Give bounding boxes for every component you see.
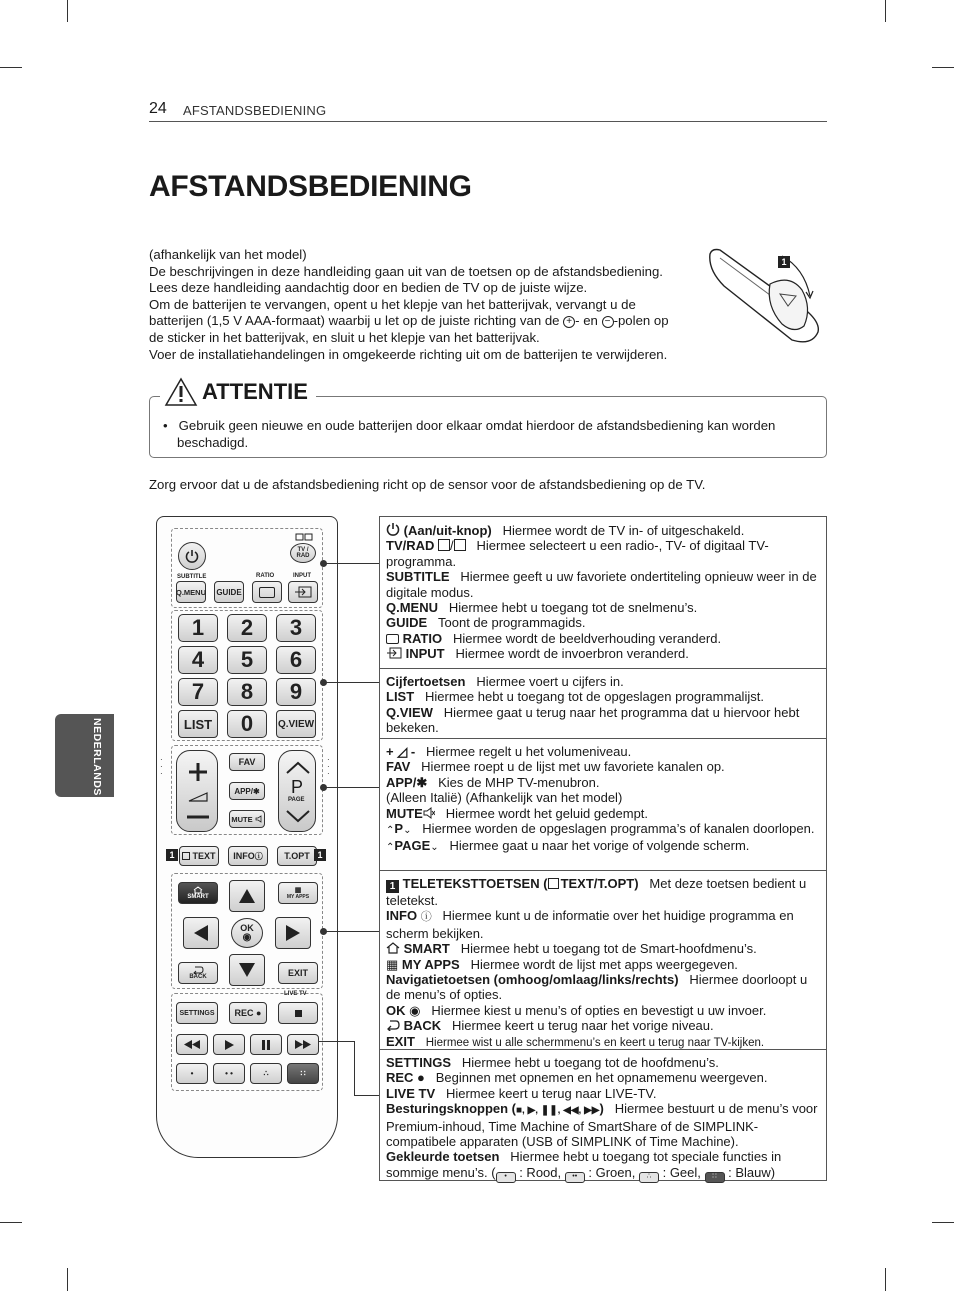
nav-down-button[interactable] bbox=[229, 954, 265, 986]
radio-icon bbox=[454, 539, 466, 551]
aim-instruction: Zorg ervoor dat u de afstandsbediening richt op de sensor voor de afstandsbediening op de TV. bbox=[149, 477, 706, 492]
digit-3-button[interactable]: 3 bbox=[276, 614, 316, 642]
desc-label: (Aan/uit-knop) bbox=[403, 523, 492, 538]
button-description-table bbox=[379, 516, 827, 1181]
chevron-down-icon: ⌄ bbox=[430, 842, 439, 854]
desc-row bbox=[386, 957, 820, 972]
pause-icon bbox=[262, 1040, 270, 1050]
crop-mark bbox=[67, 1268, 68, 1291]
intro-line: Voer de installatiehandelingen in omgekeerde richting uit om de batterijen te verwijderen. bbox=[149, 346, 668, 362]
digit-6-button[interactable]: 6 bbox=[276, 646, 316, 674]
desc-label: GUIDE bbox=[386, 615, 428, 631]
desc-row bbox=[386, 705, 820, 736]
ok-button[interactable] bbox=[231, 918, 263, 948]
desc-text: Hiermee hebt u toegang tot de hoofdmenu’s. bbox=[461, 1055, 719, 1070]
play-button[interactable] bbox=[213, 1034, 245, 1055]
volume-rocker[interactable] bbox=[176, 750, 218, 832]
desc-text: Kies de MHP TV-menubron. bbox=[438, 774, 600, 790]
red-button[interactable]: • bbox=[176, 1063, 208, 1084]
my-apps-button[interactable] bbox=[278, 882, 318, 904]
app-button[interactable]: APP/✱ bbox=[229, 782, 265, 800]
desc-row bbox=[386, 908, 820, 941]
desc-text: Hiermee hebt u toegang tot de opgeslagen programmalijst. bbox=[425, 689, 764, 705]
desc-text: Hiermee geeft u uw favoriete ondertiteling opnieuw weer in de digitale modus. bbox=[386, 569, 817, 600]
desc-text: Hiermee wordt de invoerbron veranderd. bbox=[455, 646, 689, 662]
desc-row bbox=[386, 806, 820, 821]
desc-text: Hiermee wist u alle schermmenu’s en keert u terug naar TV-kijken. bbox=[425, 1036, 765, 1049]
desc-row bbox=[386, 1055, 820, 1070]
desc-row bbox=[386, 674, 820, 689]
chevron-up-icon: ⌃ bbox=[386, 842, 395, 854]
green-button[interactable]: • • bbox=[213, 1063, 245, 1084]
back-label: BACK bbox=[189, 974, 207, 980]
digit-0-button[interactable]: 0 bbox=[227, 710, 267, 738]
channel-p-label: P bbox=[291, 777, 304, 797]
input-button[interactable] bbox=[288, 581, 318, 603]
remote-control-illustration bbox=[156, 516, 338, 1158]
desc-text: Hiermee hebt u toegang tot de snelmenu’s. bbox=[448, 600, 698, 616]
desc-label: ) bbox=[599, 1101, 604, 1117]
desc-label: INFO bbox=[386, 908, 418, 924]
desc-text: Hiermee regelt u het volumeniveau. bbox=[426, 744, 632, 759]
desc-text: Hiermee gaat u terug naar het programma dat u hiervoor hebt bekeken. bbox=[386, 704, 800, 736]
live-tv-button[interactable] bbox=[278, 1002, 318, 1024]
sensor-dots: · · · bbox=[327, 755, 330, 778]
fast-forward-icon bbox=[295, 1040, 311, 1049]
info-icon: ⓘ bbox=[420, 911, 432, 924]
control-symbols: ■, ▶, ❚❚, ◀◀, ▶▶ bbox=[516, 1105, 600, 1117]
desc-text: Hiermee keert u terug naar het vorige niveau. bbox=[452, 1018, 714, 1034]
fast-forward-button[interactable] bbox=[287, 1034, 319, 1055]
desc-row bbox=[386, 759, 820, 774]
desc-label: MY APPS bbox=[401, 956, 460, 972]
desc-row bbox=[386, 569, 820, 600]
desc-cell-playback bbox=[380, 1049, 826, 1180]
desc-row bbox=[386, 876, 820, 908]
text-label: TEXT bbox=[192, 851, 216, 861]
tv-icon bbox=[438, 539, 450, 551]
desc-label: TEXT/T.OPT) bbox=[560, 876, 639, 891]
desc-row bbox=[386, 1070, 820, 1085]
caution-bullet: Gebruik geen nieuwe en oude batterijen door elkaar omdat hierdoor de afstandsbediening kan worden beschadigd. bbox=[177, 418, 776, 450]
desc-text: Hiermee wordt de beeldverhouding veranderd. bbox=[452, 630, 722, 646]
desc-label: SUBTITLE bbox=[386, 569, 450, 585]
mute-button[interactable] bbox=[229, 810, 265, 828]
digit-4-button[interactable]: 4 bbox=[178, 646, 218, 674]
desc-text: : Geel, bbox=[662, 1164, 701, 1180]
desc-label: RATIO bbox=[402, 630, 443, 646]
desc-label: Navigatietoetsen (omhoog/omlaag/links/rechts) bbox=[386, 972, 679, 988]
teletext-icon bbox=[182, 852, 190, 860]
ratio-icon bbox=[259, 587, 275, 598]
desc-label: + ◿ - bbox=[386, 744, 416, 759]
intro-span: -polen op bbox=[613, 313, 669, 329]
digit-2-button[interactable]: 2 bbox=[227, 614, 267, 642]
crop-mark bbox=[0, 67, 22, 68]
desc-text: Hiermee kunt u de informatie over het huidige programma en scherm bekijken. bbox=[386, 908, 794, 941]
desc-label: Q.VIEW bbox=[386, 704, 433, 720]
intro-text bbox=[149, 247, 719, 363]
desc-label: TELETEKSTTOETSEN ( bbox=[402, 876, 548, 891]
guide-button[interactable]: GUIDE bbox=[214, 581, 244, 603]
desc-text: Hiermee wordt het geluid gedempt. bbox=[445, 805, 649, 821]
desc-row bbox=[386, 600, 820, 615]
desc-text: Hiermee keert u terug naar LIVE-TV. bbox=[445, 1085, 657, 1101]
digit-7-button[interactable]: 7 bbox=[178, 678, 218, 706]
ok-label: OK bbox=[240, 923, 254, 933]
crop-mark bbox=[0, 1222, 22, 1223]
intro-line: De beschrijvingen in deze handleiding gaan uit van de toetsen op de afstandsbediening. bbox=[149, 263, 663, 279]
crop-mark bbox=[885, 0, 886, 22]
desc-row bbox=[386, 1003, 820, 1018]
desc-label: Besturingsknoppen ( bbox=[386, 1101, 517, 1117]
language-tab bbox=[55, 714, 114, 797]
page-title: AFSTANDSBEDIENING bbox=[149, 170, 472, 203]
desc-label: LIST bbox=[386, 689, 415, 705]
apps-grid-icon: ▦ bbox=[386, 956, 399, 972]
desc-label: INPUT bbox=[405, 646, 445, 662]
chevron-down-icon: ⌄ bbox=[403, 825, 412, 837]
desc-text: Beginnen met opnemen en het opnamemenu weergeven. bbox=[435, 1070, 768, 1086]
desc-label: Q.MENU bbox=[386, 600, 438, 616]
intro-span: batterijen (1,5 V AAA-formaat) waarbij u let op de juiste richting van de bbox=[149, 313, 560, 329]
desc-label: Cijfertoetsen bbox=[386, 674, 466, 689]
desc-cell-teletext bbox=[380, 870, 826, 1049]
my-apps-label: MY APPS bbox=[286, 893, 310, 900]
page-header bbox=[149, 100, 827, 122]
intro-line: Om de batterijen te vervangen, opent u het klepje van het batterijvak, vervangt u de bbox=[149, 296, 636, 312]
ratio-button[interactable] bbox=[252, 581, 282, 603]
fav-button[interactable]: FAV bbox=[229, 753, 265, 771]
exit-button[interactable]: EXIT bbox=[278, 962, 318, 984]
desc-text: Hiermee wordt de lijst met apps weergegeven. bbox=[470, 956, 738, 972]
t-opt-button[interactable]: T.OPT bbox=[277, 846, 317, 866]
info-button[interactable] bbox=[228, 846, 268, 866]
power-icon bbox=[386, 522, 400, 536]
info-label: INFO bbox=[233, 851, 255, 861]
desc-row bbox=[386, 775, 820, 790]
desc-row bbox=[386, 1034, 820, 1051]
live-tv-label: LIVE TV bbox=[284, 991, 307, 997]
desc-row bbox=[386, 744, 820, 759]
back-button[interactable] bbox=[178, 962, 218, 984]
home-icon bbox=[193, 886, 203, 894]
desc-row bbox=[386, 615, 820, 630]
desc-row bbox=[386, 522, 820, 538]
red-key-icon: • bbox=[496, 1172, 516, 1183]
smart-button[interactable] bbox=[178, 882, 218, 904]
desc-text: Hiermee gaat u naar het vorige of volgende scherm. bbox=[449, 838, 750, 854]
desc-row bbox=[386, 689, 820, 704]
desc-row bbox=[386, 631, 820, 646]
desc-label: SETTINGS bbox=[386, 1055, 452, 1070]
digit-1-button[interactable]: 1 bbox=[178, 614, 218, 642]
minus-pole-icon: − bbox=[602, 316, 614, 328]
leader-line bbox=[354, 1095, 380, 1096]
digit-5-button[interactable]: 5 bbox=[227, 646, 267, 674]
intro-line bbox=[149, 313, 719, 330]
digit-8-button[interactable]: 8 bbox=[227, 678, 267, 706]
desc-row bbox=[386, 821, 820, 838]
desc-label: APP/✱ bbox=[386, 774, 428, 790]
desc-label: FAV bbox=[386, 759, 411, 775]
yellow-key-icon: ∴ bbox=[639, 1172, 659, 1183]
settings-button[interactable]: SETTINGS bbox=[176, 1002, 218, 1024]
step-badge: 1 bbox=[778, 256, 790, 268]
intro-span: - en bbox=[575, 313, 598, 329]
rec-button[interactable]: REC ● bbox=[229, 1002, 267, 1024]
input-icon bbox=[294, 586, 312, 598]
desc-text: Hiermee hebt u toegang tot de Smart-hoofdmenu’s. bbox=[460, 941, 757, 957]
desc-label: MUTE bbox=[386, 805, 423, 821]
info-icon: ⓘ bbox=[254, 851, 263, 861]
leader-line bbox=[324, 563, 380, 564]
chevron-up-icon: ⌃ bbox=[386, 825, 395, 837]
ok-icon: ◉ bbox=[409, 1002, 421, 1018]
teletext-badge-right: 1 bbox=[314, 849, 326, 861]
nav-up-button[interactable] bbox=[229, 880, 265, 912]
text-button[interactable] bbox=[179, 846, 219, 866]
tv-radio-icon bbox=[295, 533, 313, 541]
crop-mark bbox=[932, 67, 954, 68]
page-label: PAGE bbox=[288, 797, 305, 803]
desc-text: Met deze toetsen bedient u teletekst. bbox=[386, 876, 807, 908]
teletext-icon bbox=[548, 878, 559, 889]
input-icon bbox=[386, 647, 402, 659]
desc-label: REC ● bbox=[386, 1070, 425, 1086]
desc-text: Hiermee bestuurt u de menu’s voor Premium-inhoud, Time Machine of SmartShare of de SIMPLINK-compatibele apparaten (USB of SIMPLINK of Time Machine). bbox=[386, 1101, 818, 1150]
battery-cover-illustration bbox=[700, 246, 828, 350]
mute-label: MUTE bbox=[231, 814, 253, 824]
desc-label: BACK bbox=[403, 1018, 442, 1034]
channel-rocker[interactable] bbox=[278, 750, 316, 832]
green-key-icon: •• bbox=[565, 1172, 585, 1183]
caution-header bbox=[160, 372, 316, 412]
list-button[interactable]: LIST bbox=[178, 710, 218, 738]
input-label: INPUT bbox=[293, 573, 311, 579]
leader-line bbox=[324, 682, 380, 683]
desc-text: Hiermee worden de opgeslagen programma’s of kanalen doorlopen. bbox=[422, 821, 815, 837]
desc-row: TV/RAD / Hiermee selecteert u een radio-, TV- of digitaal TV-programma. bbox=[386, 538, 769, 569]
warning-icon bbox=[164, 377, 198, 407]
desc-label: TV/RAD bbox=[386, 538, 435, 554]
desc-text: Hiermee wordt de TV in- of uitgeschakeld. bbox=[502, 523, 745, 538]
rewind-icon bbox=[184, 1040, 200, 1049]
desc-text: : Blauw) bbox=[728, 1164, 776, 1180]
desc-row bbox=[386, 646, 820, 661]
desc-label: PAGE bbox=[394, 838, 431, 854]
language-label: NEDERLANDS bbox=[91, 718, 103, 796]
desc-text: Toont de programmagids. bbox=[438, 615, 586, 631]
sensor-dots: · · · bbox=[160, 755, 163, 778]
apps-grid-icon: ▦ bbox=[294, 886, 302, 894]
plus-pole-icon: + bbox=[563, 316, 575, 328]
leader-line bbox=[324, 931, 380, 932]
desc-text: Hiermee doorloopt u de menu’s of opties. bbox=[386, 972, 808, 1003]
desc-cell-top bbox=[380, 517, 826, 668]
subtitle-label: SUBTITLE bbox=[177, 574, 207, 580]
smart-label: SMART bbox=[187, 894, 209, 900]
step-badge: 1 bbox=[386, 880, 399, 893]
mute-icon bbox=[423, 807, 435, 819]
intro-line: (afhankelijk van het model) bbox=[149, 247, 307, 262]
desc-note: (Alleen Italië) (Afhankelijk van het model) bbox=[386, 790, 623, 806]
desc-cell-volume bbox=[380, 738, 826, 870]
nav-right-button[interactable] bbox=[275, 917, 311, 949]
leader-line bbox=[318, 1041, 354, 1042]
desc-text: : Rood, bbox=[519, 1164, 562, 1180]
crop-mark bbox=[885, 1268, 886, 1291]
desc-label: LIVE TV bbox=[386, 1085, 436, 1101]
desc-text: : Groen, bbox=[588, 1164, 636, 1180]
desc-label: P bbox=[394, 821, 404, 837]
crop-mark bbox=[67, 0, 68, 22]
desc-row bbox=[386, 1086, 820, 1101]
ratio-icon bbox=[386, 634, 399, 644]
play-icon bbox=[225, 1040, 234, 1050]
rewind-button[interactable] bbox=[176, 1034, 208, 1055]
q-menu-button[interactable]: Q.MENU bbox=[176, 581, 206, 603]
desc-label: EXIT bbox=[386, 1033, 415, 1049]
page-number: 24 bbox=[149, 100, 167, 117]
desc-row bbox=[386, 1018, 820, 1033]
pause-button[interactable] bbox=[250, 1034, 282, 1055]
q-view-button[interactable]: Q.VIEW bbox=[276, 710, 316, 738]
caution-title: ATTENTIE bbox=[202, 379, 308, 404]
blue-key-icon: ∷ bbox=[705, 1172, 725, 1183]
leader-line bbox=[324, 787, 380, 788]
desc-text: Hiermee selecteert u een radio-, TV- of digitaal TV-programma. bbox=[386, 538, 769, 569]
desc-row bbox=[386, 1101, 820, 1149]
yellow-button[interactable]: ∴ bbox=[250, 1063, 282, 1084]
desc-text: Hiermee voert u cijfers in. bbox=[476, 674, 624, 689]
desc-text: Hiermee kiest u menu’s of opties en bevestigt u uw invoer. bbox=[431, 1002, 767, 1018]
stop-icon bbox=[295, 1010, 302, 1017]
desc-text: Hiermee hebt u toegang tot speciale functies in sommige menu’s. ( bbox=[386, 1149, 782, 1180]
back-arrow-icon bbox=[192, 966, 204, 974]
desc-cell-numbers bbox=[380, 668, 826, 738]
power-button[interactable] bbox=[178, 542, 206, 570]
ok-icon: ◉ bbox=[242, 932, 252, 943]
caution-text: • Gebruik geen nieuwe en oude batterijen door elkaar omdat hierdoor de afstandsbediening kan worden beschadigd. bbox=[163, 418, 776, 450]
section-label: AFSTANDSBEDIENING bbox=[183, 103, 327, 118]
desc-row bbox=[386, 1149, 820, 1182]
blue-button[interactable]: ∷ bbox=[287, 1063, 319, 1084]
desc-label: Gekleurde toetsen bbox=[386, 1149, 500, 1165]
mute-icon bbox=[255, 815, 263, 823]
crop-mark bbox=[932, 1222, 954, 1223]
intro-line: Lees deze handleiding aandachtig door en bedien de TV op de juiste wijze. bbox=[149, 280, 588, 296]
nav-left-button[interactable] bbox=[183, 917, 219, 949]
desc-row bbox=[386, 838, 820, 855]
digit-9-button[interactable]: 9 bbox=[276, 678, 316, 706]
ratio-label: RATIO bbox=[256, 573, 275, 579]
tv-rad-button[interactable]: TV / RAD bbox=[290, 543, 316, 563]
back-arrow-icon bbox=[386, 1019, 400, 1031]
leader-line bbox=[354, 1041, 355, 1095]
desc-row bbox=[386, 972, 820, 1003]
desc-row bbox=[386, 941, 820, 956]
home-icon bbox=[386, 942, 400, 954]
teletext-badge-left: 1 bbox=[166, 849, 178, 861]
desc-label: OK bbox=[386, 1002, 406, 1018]
intro-line: de sticker in het batterijvak, en sluit u het klepje van het batterijvak. bbox=[149, 329, 540, 345]
desc-text: Hiermee roept u de lijst met uw favoriete kanalen op. bbox=[421, 759, 725, 775]
desc-label: SMART bbox=[403, 941, 450, 957]
